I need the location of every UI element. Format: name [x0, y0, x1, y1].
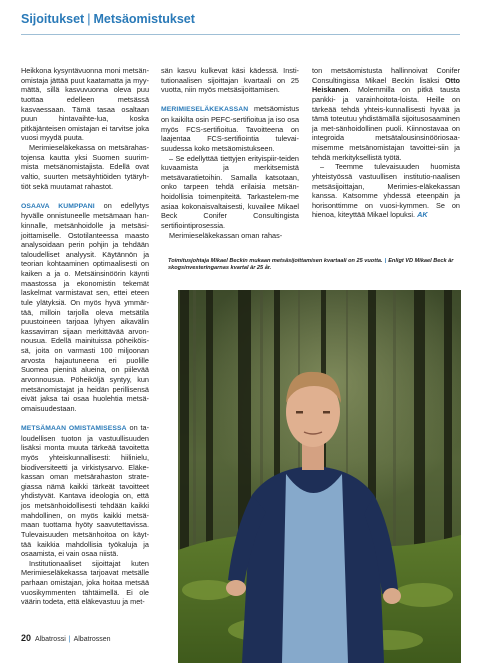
- paragraph: – Se edellyttää tiettyjen erityispiir-teiden kuvaamista ja merkitsemistä metsävaratietoihin. Samalla katsotaan, onko tarpeen tehdä erilaisia metsän-hoidollisia toimenpiteitä. Tarkastelem-me asiaa kokonaisvaltaisesti, kuvailee Mikael Beck Conifer Consultingista sertifiointiprosessia.: [161, 153, 299, 230]
- paragraph-text: on edellytys hyvälle onnistuneelle metsämaan han-kinnalle, metsänhoidolle ja metsäsi-joittamiselle. Ostotilanteessa maasto analysoidaan perin pohjin ja tehdään taloudelliset analyysit. Käytännön ja teorian kohtaaminen optimaalisesti on kaiken a ja o. Metsäinsinöörin käynti maastossa ja ekonomistin tekemät laskelmat varmistavat sen, ettei eteen tule ylätyksiä. On myös hyvä ymmär-tää, milloin tarjolla oleva metsätila puustoineen tarjoaa lyhyen aikavälin kassavirran sijaan merkittävää arvon-nousua. Edellä mainituissa pöheiköis-sä, joita on varmasti 100 miljoonan arvosta hajautuneena eri puolille Suomea pieninä alueina, on piilevää arvonnousua. Pöheiköljä syntyy, kun metsänomistajat ja heidän perillisensä eivät jaksa tai osaa huolehtia metsä-omaisuudestaan.: [21, 200, 149, 413]
- paragraph-text: on ta-loudellisen tuoton ja vastuullisuuden lisäksi monta muuta tärkeää tavoitetta myös yhteiskunnallisesti: hiilinielu, biodiversiteetti ja virkistysarvo. Eläke-kassan oman metsärahaston strate-giassa nämä kaikki tärkeät tavoitteet yhdistyvät. Kantava ideologia on, että jos metsänhoidollisesti tehdään kaikki mahdollinen, on myös kaikki metsä-maan tuottama hyöty saavutettavissa. Tulevaisuuden metsänhoitoa on käyt-tää kaikkia mahdollisia työkaluja ja osaamista, ei vain osaa niistä.: [21, 423, 150, 559]
- paragraph: Merimieseläkekassa on metsärahas-tojensa kautta yksi Suomen suurim-mista metsänomistajista. Edellä ovat valtio, suurten metsäyhtiöiden tytäryh-tiöt sekä muutamat rahastot.: [21, 143, 149, 191]
- paragraph: [21, 201, 149, 414]
- paragraph: Institutionaaliset sijoittajat kuten Merimieseläkekassa tarjoavat metsälle parhaan omistajan, joka hoitaa metsää vuosikymmenten tähtäimellä. Ei ole väärin todeta, että eläkevastuu ja met-: [21, 558, 149, 607]
- caption-separator: |: [384, 258, 387, 264]
- caption-finnish: Toimitusjohtaja Mikael Beckin mukaan metsäsijoittamisen kvartaali on 25 vuotta.: [168, 258, 383, 264]
- paragraph: sän kasvu kulkevat käsi kädessä. Insti-tutionaalisen sijoittajan kvartaali on 25 vuotta, niin myös metsäsijoittamisen.: [161, 66, 299, 95]
- section-breadcrumb: [21, 12, 195, 26]
- caption-swedish: Enligt VD Mikael Beck är skogsinvesteringarnas kvartal är 25 år.: [168, 258, 454, 272]
- person-name: Otto Heiskanen: [312, 75, 460, 95]
- text-column-3: [312, 66, 460, 220]
- paragraph: [312, 66, 460, 162]
- paragraph-text: – Teemme tulevaisuuden huomista yhteistyössä vastuullisen institutio-naalisen metsäsijoittajan, Merimies-eläkekassan kanssa. Katsomme yhdessä eteenpäin ja horisonttimme on vuosi-kymmen. Se on hienoa, kiteyttää Mikael lopuksi.: [312, 162, 460, 220]
- text-column-1: [21, 66, 149, 607]
- subsection-name: Metsäomistukset: [93, 12, 195, 26]
- paragraph: [312, 162, 460, 220]
- page-number: 20: [21, 633, 32, 643]
- header-divider: [21, 34, 460, 35]
- photo-caption: [168, 258, 458, 272]
- paragraph: [21, 423, 149, 559]
- section-name: Sijoitukset: [21, 12, 85, 26]
- breadcrumb-separator: |: [87, 12, 91, 26]
- magazine-name: Albatrossi: [35, 636, 66, 643]
- page-header: [0, 0, 480, 40]
- forest-portrait-image: [178, 290, 461, 663]
- paragraph-text: metsäomistus on kaikilta osin PEFC-sertifioitua ja iso osa myös FCS-sertifioitua. Tavoitteena on laajentaa FCS-sertifiointia tulevai-suudessa koko metsäomistukseen.: [161, 104, 299, 153]
- paragraph: Merimieseläkekassan oman rahas-: [169, 230, 283, 240]
- page-footer: [21, 633, 111, 643]
- article-end-mark: AK: [417, 210, 428, 220]
- paragraph-keyword: OSAAVA KUMPPANI: [21, 202, 95, 210]
- text-column-2: [161, 66, 299, 240]
- paragraph-text: . Molemmilla on pitkä tausta pankki- ja varainhoitota-loista. Heille on tärkeää tehdä yhteis-kunnallisesti hyvää ja tämä toteutuu yhdistämällä sijoitusosaaminen ja met-sänhoidollinen puoli. Kiinnostavaa on integroida metsätalousinsinööriosaa-misemme metsänomistajan tavoittei-siin ja tehdä merkityksellistä työtä.: [312, 85, 460, 162]
- paragraph-text: ton metsäomistusta hallinnoivat Conifer Consultingissa Mikael Beckin lisäksi: [312, 66, 460, 85]
- magazine-name-swedish: Albatrossen: [73, 636, 111, 643]
- paragraph-keyword: MERIMIESELÄKEKASSAN: [161, 106, 249, 114]
- portrait-photo: [178, 290, 461, 663]
- paragraph: [161, 104, 299, 153]
- paragraph-keyword: METSÄMAAN OMISTAMISESSA: [21, 425, 127, 433]
- paragraph: Heikkona kysyntävuonna moni metsän-omistaja jättää puut kaatamatta ja myy-mättä, sillä kasvuvuonna oleva puu tuottaa edelleen metsässä kasvaessaan. Tämä tasaa osaltaan puun hintavaihte-lua, koska pitkäjänteisen omistajan ei tarvitse joka vuosi myydä puuta.: [21, 66, 149, 143]
- footer-separator: |: [68, 636, 71, 643]
